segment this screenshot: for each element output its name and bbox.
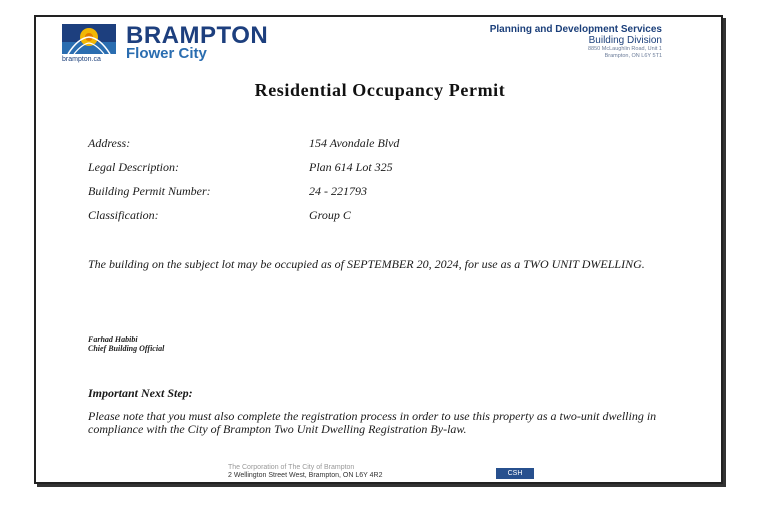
- signature-block: [88, 335, 164, 353]
- logo-subtitle: Flower City: [126, 45, 207, 62]
- next-step-heading: Important Next Step:: [88, 386, 193, 400]
- field-value: 154 Avondale Blvd: [309, 136, 400, 150]
- occupancy-statement: The building on the subject lot may be occupied as of SEPTEMBER 20, 2024, for use as a TWO UNIT DWELLING.: [88, 257, 645, 271]
- department-block: [490, 24, 662, 60]
- division-address-line-2: Brampton, ON L6Y 5T1: [604, 53, 662, 59]
- field-label: Building Permit Number:: [88, 184, 211, 198]
- flower-logo-icon: [62, 24, 116, 54]
- footer: [228, 464, 523, 480]
- division-name: Building Division: [588, 35, 662, 46]
- field-value: Plan 614 Lot 325: [309, 160, 393, 174]
- page-title: Residential Occupancy Permit: [254, 80, 506, 100]
- field-value: Group C: [309, 208, 351, 222]
- field-label: Classification:: [88, 208, 159, 222]
- field-label: Legal Description:: [88, 160, 179, 174]
- footer-badge: CSH: [496, 468, 534, 479]
- field-label: Address:: [88, 136, 131, 150]
- field-value: 24 - 221793: [309, 184, 367, 198]
- department-name: Planning and Development Services: [489, 24, 662, 35]
- signatory-name: Farhad Habibi: [88, 335, 138, 344]
- logo-title: BRAMPTON: [126, 22, 269, 49]
- footer-line-2: 2 Wellington Street West, Brampton, ON L6Y 4R2: [228, 472, 383, 479]
- division-address-line-1: 8850 McLaughlin Road, Unit 1: [588, 46, 662, 52]
- next-step-body: Please note that you must also complete the registration process in order to use this property as a two-unit dwelling in compliance with the City of Brampton Two Unit Dwelling Registration By-law.: [88, 409, 657, 436]
- logo-url: brampton.ca: [62, 56, 101, 63]
- signatory-title: Chief Building Official: [88, 344, 165, 353]
- footer-line-1: The Corporation of The City of Brampton: [228, 464, 355, 471]
